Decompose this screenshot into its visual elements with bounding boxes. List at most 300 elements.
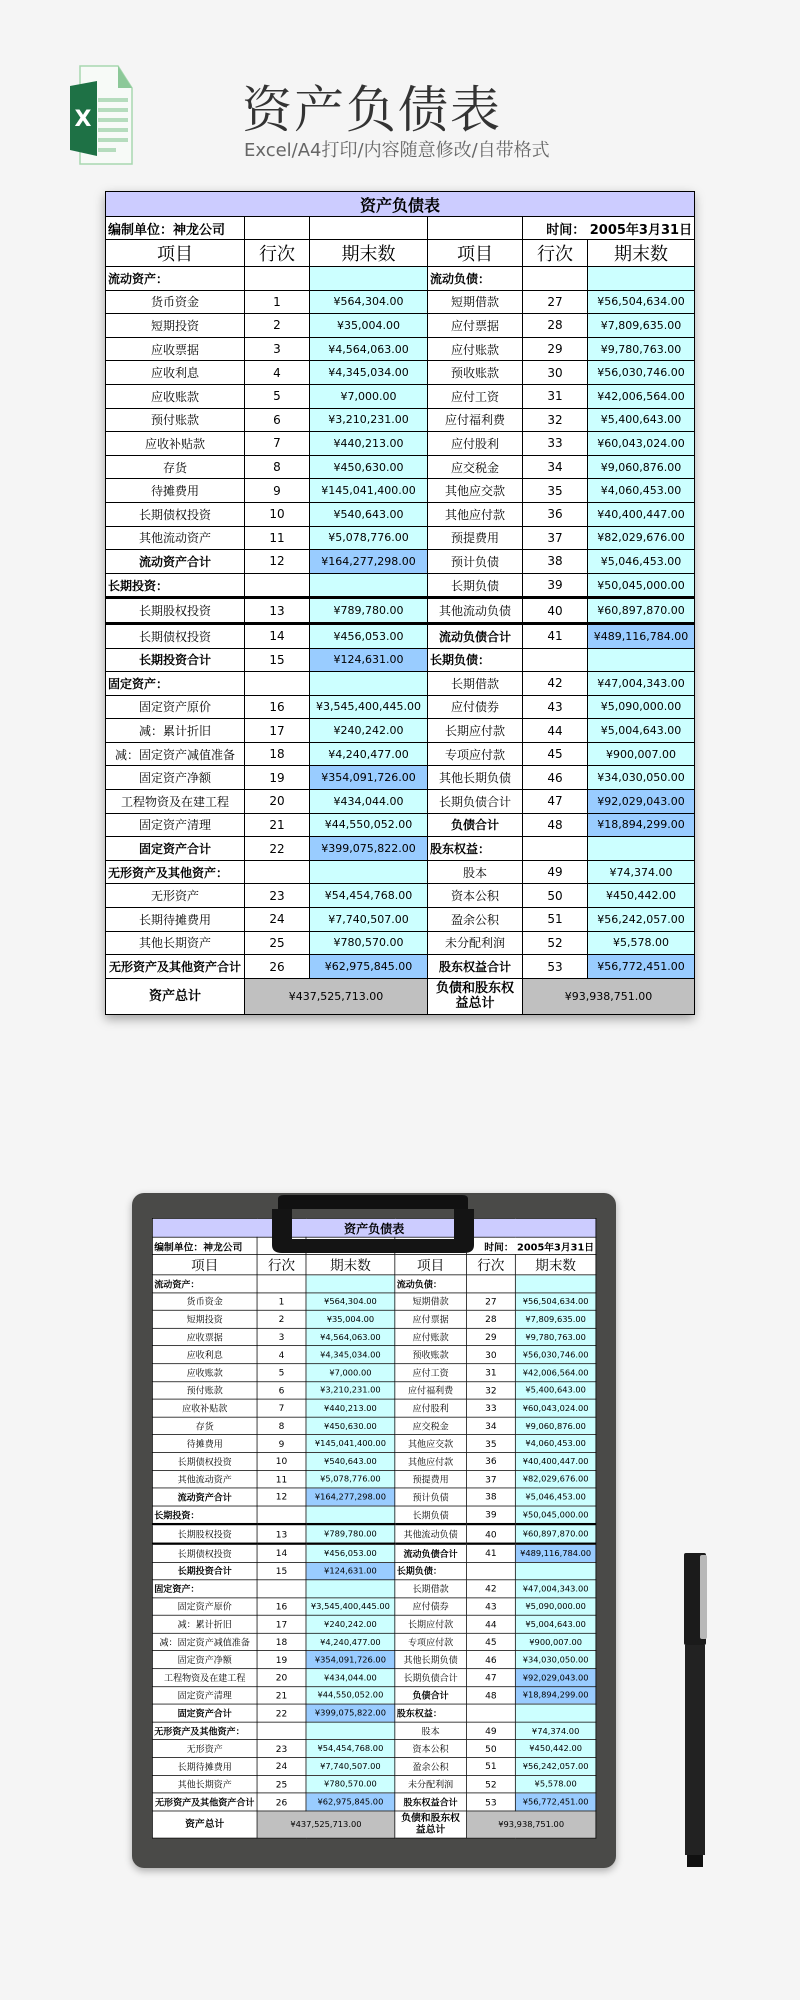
line-number: 41 [523, 623, 588, 648]
item-label: 盈余公积 [428, 908, 523, 932]
column-header: 行次 [466, 1255, 515, 1275]
table-row [152, 1633, 596, 1651]
line-number: 20 [245, 790, 310, 814]
item-value: ¥780,570.00 [310, 931, 428, 955]
line-number: 43 [466, 1598, 515, 1616]
item-label: 无形资产及其他资产合计 [106, 955, 245, 979]
table-row [152, 1364, 596, 1382]
section-header: 流动负债： [428, 267, 523, 291]
empty-value-cell [306, 1722, 395, 1740]
balance-sheet-table-mini [152, 1218, 596, 1838]
item-label: 预计负债 [395, 1488, 467, 1506]
line-number: 21 [257, 1686, 306, 1704]
item-value: ¥9,060,876.00 [588, 455, 695, 479]
item-label: 固定资产清理 [152, 1686, 257, 1704]
item-label: 其他长期资产 [152, 1775, 257, 1793]
item-label: 应交税金 [395, 1417, 467, 1435]
item-value: ¥5,090,000.00 [588, 695, 695, 719]
item-label: 长期债权投资 [152, 1453, 257, 1471]
item-value: ¥56,242,057.00 [588, 908, 695, 932]
item-label: 无形资产及其他资产合计 [152, 1793, 257, 1811]
item-value: ¥3,210,231.00 [310, 408, 428, 432]
empty-cell [257, 1722, 306, 1740]
empty-cell [466, 1562, 515, 1580]
item-label: 应收账款 [152, 1364, 257, 1382]
item-label: 其他流动资产 [106, 526, 245, 550]
line-number: 36 [523, 502, 588, 526]
item-label: 应付股利 [428, 432, 523, 456]
empty-value-cell [515, 1704, 596, 1722]
empty-cell [523, 837, 588, 861]
line-number: 28 [466, 1310, 515, 1328]
table-row [152, 1544, 596, 1563]
item-value: ¥4,564,063.00 [310, 337, 428, 361]
item-value: ¥164,277,298.00 [306, 1488, 395, 1506]
item-label: 货币资金 [152, 1293, 257, 1311]
section-header: 长期投资： [152, 1506, 257, 1525]
item-label: 应付股利 [395, 1399, 467, 1417]
item-value: ¥42,006,564.00 [588, 384, 695, 408]
section-header: 长期投资： [106, 573, 245, 598]
table-row [106, 931, 695, 955]
item-value: ¥4,564,063.00 [306, 1328, 395, 1346]
item-value: ¥434,044.00 [310, 790, 428, 814]
item-label: 长期负债合计 [395, 1669, 467, 1687]
line-number: 41 [466, 1544, 515, 1563]
line-number: 3 [245, 337, 310, 361]
line-number: 45 [466, 1633, 515, 1651]
item-label: 短期借款 [428, 290, 523, 314]
line-number: 8 [245, 455, 310, 479]
item-label: 其他应交款 [428, 479, 523, 503]
item-value: ¥60,043,024.00 [515, 1399, 596, 1417]
table-row [106, 766, 695, 790]
item-label: 长期待摊费用 [152, 1758, 257, 1776]
line-number: 47 [466, 1669, 515, 1687]
table-row [152, 1506, 596, 1525]
item-label: 长期投资合计 [152, 1562, 257, 1580]
item-value: ¥780,570.00 [306, 1775, 395, 1793]
table-row [106, 719, 695, 743]
item-label: 待摊费用 [106, 479, 245, 503]
line-number: 19 [257, 1651, 306, 1669]
item-value: ¥4,060,453.00 [588, 479, 695, 503]
item-label: 短期借款 [395, 1293, 467, 1311]
line-number: 9 [245, 479, 310, 503]
line-number: 23 [245, 884, 310, 908]
table-row [152, 1775, 596, 1793]
item-label: 工程物资及在建工程 [106, 790, 245, 814]
item-label: 预收账款 [428, 361, 523, 385]
item-value: ¥900,007.00 [588, 742, 695, 766]
table-row [106, 598, 695, 624]
item-value: ¥9,780,763.00 [515, 1328, 596, 1346]
item-label: 长期借款 [395, 1580, 467, 1598]
empty-value-cell [310, 573, 428, 598]
item-value: ¥92,029,043.00 [588, 790, 695, 814]
line-number: 19 [245, 766, 310, 790]
line-number: 31 [523, 384, 588, 408]
item-value: ¥4,345,034.00 [310, 361, 428, 385]
item-label: 应收补贴款 [106, 432, 245, 456]
item-value: ¥124,631.00 [306, 1562, 395, 1580]
item-label: 固定资产净额 [106, 766, 245, 790]
line-number: 21 [245, 813, 310, 837]
empty-value-cell [310, 860, 428, 884]
item-label: 专项应付款 [428, 742, 523, 766]
item-value: ¥56,772,451.00 [588, 955, 695, 979]
line-number: 15 [245, 648, 310, 672]
line-number: 24 [245, 908, 310, 932]
item-label: 货币资金 [106, 290, 245, 314]
column-header: 项目 [395, 1255, 467, 1275]
line-number: 12 [245, 550, 310, 574]
item-value: ¥74,374.00 [588, 860, 695, 884]
line-number: 34 [523, 455, 588, 479]
line-number: 29 [523, 337, 588, 361]
item-value: ¥34,030,050.00 [588, 766, 695, 790]
table-row [106, 790, 695, 814]
table-row [106, 526, 695, 550]
empty-value-cell [588, 267, 695, 291]
line-number: 42 [466, 1580, 515, 1598]
item-value: ¥18,894,299.00 [588, 813, 695, 837]
line-number: 43 [523, 695, 588, 719]
item-label: 短期投资 [106, 314, 245, 338]
empty-cell [428, 217, 523, 240]
item-label: 其他应付款 [428, 502, 523, 526]
item-value: ¥5,400,643.00 [588, 408, 695, 432]
item-label: 专项应付款 [395, 1633, 467, 1651]
section-header: 长期负债： [395, 1562, 467, 1580]
table-row [106, 573, 695, 598]
item-label: 应收补贴款 [152, 1399, 257, 1417]
line-number: 17 [257, 1615, 306, 1633]
table-row [106, 908, 695, 932]
item-value: ¥450,630.00 [310, 455, 428, 479]
item-value: ¥354,091,726.00 [310, 766, 428, 790]
total-assets-label: 资产总计 [106, 978, 245, 1014]
line-number: 37 [466, 1470, 515, 1488]
line-number: 52 [466, 1775, 515, 1793]
total-assets-label: 资产总计 [152, 1811, 257, 1838]
line-number: 39 [466, 1506, 515, 1525]
line-number: 49 [466, 1722, 515, 1740]
item-value: ¥489,116,784.00 [588, 623, 695, 648]
item-value: ¥145,041,400.00 [306, 1435, 395, 1453]
table-row [106, 267, 695, 291]
item-label: 应收利息 [106, 361, 245, 385]
line-number: 1 [245, 290, 310, 314]
item-value: ¥145,041,400.00 [310, 479, 428, 503]
line-number: 2 [245, 314, 310, 338]
item-label: 短期投资 [152, 1310, 257, 1328]
item-label: 应付债券 [428, 695, 523, 719]
section-header: 固定资产： [152, 1580, 257, 1598]
line-number: 27 [466, 1293, 515, 1311]
item-value: ¥40,400,447.00 [588, 502, 695, 526]
empty-cell [310, 217, 428, 240]
line-number: 16 [257, 1598, 306, 1616]
item-value: ¥35,004.00 [306, 1310, 395, 1328]
section-header: 股东权益： [428, 837, 523, 861]
item-label: 其他流动负债 [395, 1524, 467, 1543]
table-row [152, 1758, 596, 1776]
column-header: 期末数 [588, 240, 695, 267]
item-label: 应收票据 [106, 337, 245, 361]
item-value: ¥456,053.00 [310, 623, 428, 648]
line-number: 30 [466, 1346, 515, 1364]
item-value: ¥42,006,564.00 [515, 1364, 596, 1382]
balance-sheet-table [105, 191, 695, 1015]
item-value: ¥60,897,870.00 [588, 598, 695, 624]
line-number: 49 [523, 860, 588, 884]
clipboard-sheet [152, 1218, 596, 1838]
item-label: 预计负债 [428, 550, 523, 574]
section-header: 流动资产： [106, 267, 245, 291]
item-value: ¥7,000.00 [306, 1364, 395, 1382]
item-label: 其他长期负债 [428, 766, 523, 790]
empty-value-cell [310, 672, 428, 696]
line-number: 46 [523, 766, 588, 790]
item-value: ¥240,242.00 [306, 1615, 395, 1633]
table-row [152, 1651, 596, 1669]
column-header: 项目 [428, 240, 523, 267]
item-label: 应付账款 [395, 1328, 467, 1346]
item-label: 固定资产净额 [152, 1651, 257, 1669]
item-label: 应付票据 [395, 1310, 467, 1328]
item-value: ¥54,454,768.00 [310, 884, 428, 908]
item-value: ¥35,004.00 [310, 314, 428, 338]
item-value: ¥56,772,451.00 [515, 1793, 596, 1811]
item-value: ¥5,400,643.00 [515, 1381, 596, 1399]
item-value: ¥7,809,635.00 [588, 314, 695, 338]
item-value: ¥56,242,057.00 [515, 1758, 596, 1776]
empty-cell [245, 672, 310, 696]
empty-cell [245, 217, 310, 240]
item-label: 固定资产合计 [152, 1704, 257, 1722]
item-label: 流动负债合计 [395, 1544, 467, 1563]
line-number: 32 [523, 408, 588, 432]
line-number: 25 [245, 931, 310, 955]
table-row [152, 1580, 596, 1598]
line-number: 48 [466, 1686, 515, 1704]
item-value: ¥56,030,746.00 [515, 1346, 596, 1364]
line-number: 2 [257, 1310, 306, 1328]
item-label: 流动负债合计 [428, 623, 523, 648]
item-label: 负债合计 [428, 813, 523, 837]
line-number: 3 [257, 1328, 306, 1346]
excel-file-icon [68, 64, 134, 166]
item-label: 长期负债 [428, 573, 523, 598]
table-row [106, 695, 695, 719]
empty-cell [257, 1506, 306, 1525]
item-value: ¥34,030,050.00 [515, 1651, 596, 1669]
empty-cell [523, 267, 588, 291]
line-number: 29 [466, 1328, 515, 1346]
item-label: 其他应交款 [395, 1435, 467, 1453]
line-number: 5 [245, 384, 310, 408]
item-label: 股东权益合计 [428, 955, 523, 979]
item-value: ¥5,046,453.00 [515, 1488, 596, 1506]
empty-value-cell [588, 837, 695, 861]
empty-value-cell [310, 267, 428, 291]
section-header: 流动资产： [152, 1275, 257, 1293]
line-number: 50 [523, 884, 588, 908]
column-header: 期末数 [515, 1255, 596, 1275]
table-row [152, 1470, 596, 1488]
column-header: 项目 [106, 240, 245, 267]
empty-cell [466, 1704, 515, 1722]
line-number: 39 [523, 573, 588, 598]
item-label: 长期负债 [395, 1506, 467, 1525]
item-value: ¥450,442.00 [515, 1740, 596, 1758]
item-value: ¥50,045,000.00 [588, 573, 695, 598]
line-number: 23 [257, 1740, 306, 1758]
table-row [152, 1686, 596, 1704]
item-label: 资本公积 [428, 884, 523, 908]
item-label: 其他长期负债 [395, 1651, 467, 1669]
line-number: 53 [466, 1793, 515, 1811]
item-value: ¥354,091,726.00 [306, 1651, 395, 1669]
table-row [152, 1381, 596, 1399]
line-number: 33 [466, 1399, 515, 1417]
empty-value-cell [306, 1275, 395, 1293]
company-unit: 编制单位：神龙公司 [106, 217, 245, 240]
item-value: ¥4,345,034.00 [306, 1346, 395, 1364]
line-number: 8 [257, 1417, 306, 1435]
line-number: 22 [245, 837, 310, 861]
item-label: 应付账款 [428, 337, 523, 361]
item-value: ¥18,894,299.00 [515, 1686, 596, 1704]
line-number: 45 [523, 742, 588, 766]
item-label: 无形资产 [152, 1740, 257, 1758]
column-header: 期末数 [306, 1255, 395, 1275]
item-value: ¥789,780.00 [306, 1524, 395, 1543]
item-value: ¥5,004,643.00 [515, 1615, 596, 1633]
item-value: ¥540,643.00 [310, 502, 428, 526]
table-row [106, 337, 695, 361]
item-value: ¥47,004,343.00 [515, 1580, 596, 1598]
table-row [152, 1293, 596, 1311]
item-value: ¥5,578.00 [515, 1775, 596, 1793]
item-label: 长期股权投资 [152, 1524, 257, 1543]
table-row [106, 455, 695, 479]
item-label: 无形资产 [106, 884, 245, 908]
empty-cell [257, 1580, 306, 1598]
section-header: 无形资产及其他资产： [152, 1722, 257, 1740]
item-label: 预提费用 [395, 1470, 467, 1488]
item-value: ¥450,630.00 [306, 1417, 395, 1435]
table-row [152, 1328, 596, 1346]
item-value: ¥434,044.00 [306, 1669, 395, 1687]
item-label: 长期债权投资 [152, 1544, 257, 1563]
line-number: 42 [523, 672, 588, 696]
item-value: ¥789,780.00 [310, 598, 428, 624]
line-number: 30 [523, 361, 588, 385]
line-number: 10 [245, 502, 310, 526]
item-label: 应收票据 [152, 1328, 257, 1346]
line-number: 10 [257, 1453, 306, 1471]
item-label: 固定资产原价 [106, 695, 245, 719]
table-row [152, 1399, 596, 1417]
item-label: 未分配利润 [395, 1775, 467, 1793]
empty-cell [466, 1275, 515, 1293]
item-value: ¥440,213.00 [310, 432, 428, 456]
empty-value-cell [588, 648, 695, 672]
item-label: 其他流动负债 [428, 598, 523, 624]
item-value: ¥82,029,676.00 [588, 526, 695, 550]
item-value: ¥5,078,776.00 [306, 1470, 395, 1488]
table-row [106, 884, 695, 908]
table-row [152, 1435, 596, 1453]
line-number: 52 [523, 931, 588, 955]
item-value: ¥7,000.00 [310, 384, 428, 408]
line-number: 4 [245, 361, 310, 385]
item-value: ¥56,504,634.00 [515, 1293, 596, 1311]
item-value: ¥5,046,453.00 [588, 550, 695, 574]
item-label: 流动资产合计 [106, 550, 245, 574]
table-row [106, 742, 695, 766]
item-value: ¥4,240,477.00 [310, 742, 428, 766]
item-value: ¥399,075,822.00 [310, 837, 428, 861]
line-number: 20 [257, 1669, 306, 1687]
line-number: 46 [466, 1651, 515, 1669]
item-label: 长期应付款 [428, 719, 523, 743]
item-value: ¥62,975,845.00 [306, 1793, 395, 1811]
table-row [152, 1488, 596, 1506]
total-liabilities-equity-label: 负债和股东权益总计 [428, 978, 523, 1014]
empty-value-cell [306, 1506, 395, 1525]
table-row [106, 860, 695, 884]
item-label: 资本公积 [395, 1740, 467, 1758]
item-label: 固定资产原价 [152, 1598, 257, 1616]
empty-cell [257, 1275, 306, 1293]
line-number: 38 [523, 550, 588, 574]
line-number: 44 [523, 719, 588, 743]
item-label: 预提费用 [428, 526, 523, 550]
item-value: ¥9,060,876.00 [515, 1417, 596, 1435]
line-number: 18 [257, 1633, 306, 1651]
item-value: ¥440,213.00 [306, 1399, 395, 1417]
item-label: 应付债券 [395, 1598, 467, 1616]
column-header: 行次 [523, 240, 588, 267]
table-row [106, 672, 695, 696]
item-label: 其他应付款 [395, 1453, 467, 1471]
sheet-title: 资产负债表 [152, 1218, 596, 1237]
item-label: 待摊费用 [152, 1435, 257, 1453]
pen-icon [683, 1553, 709, 1868]
line-number: 4 [257, 1346, 306, 1364]
item-value: ¥56,504,634.00 [588, 290, 695, 314]
item-value: ¥124,631.00 [310, 648, 428, 672]
line-number: 15 [257, 1562, 306, 1580]
item-value: ¥74,374.00 [515, 1722, 596, 1740]
table-row [152, 1562, 596, 1580]
empty-value-cell [306, 1580, 395, 1598]
item-label: 应付工资 [395, 1364, 467, 1382]
item-label: 存货 [106, 455, 245, 479]
total-assets-value: ¥437,525,713.00 [245, 978, 428, 1014]
line-number: 1 [257, 1293, 306, 1311]
table-row [152, 1417, 596, 1435]
svg-text:X: X [74, 107, 92, 132]
table-row [152, 1740, 596, 1758]
item-label: 流动资产合计 [152, 1488, 257, 1506]
item-value: ¥540,643.00 [306, 1453, 395, 1471]
line-number: 38 [466, 1488, 515, 1506]
line-number: 25 [257, 1775, 306, 1793]
